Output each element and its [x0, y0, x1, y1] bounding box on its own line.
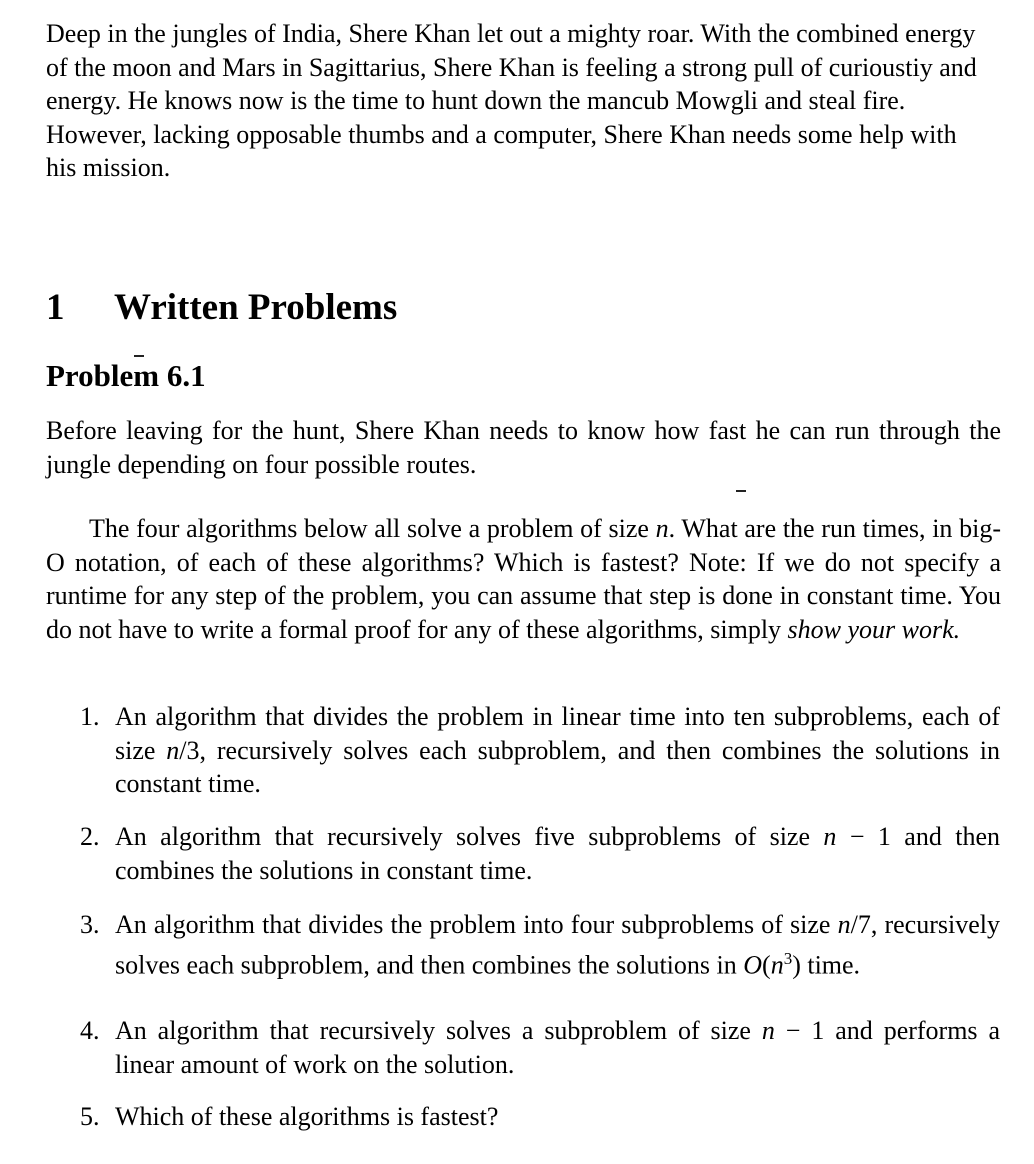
list-item-number: 3. [80, 910, 100, 939]
stray-mark [736, 490, 746, 492]
body-emphasis: show your work. [787, 614, 961, 644]
list-item-number: 4. [80, 1016, 100, 1045]
body-text: . What are the run times, in big-O notation, of each of these algorithms? Which is fastest? Note: If we do not specify a runtime for any step of the problem, you can assume that step is done in constant time. You do not have to write a formal proof for any of these algorithms, simply [46, 514, 1002, 644]
section-heading [46, 284, 397, 332]
list-item-text: An algorithm that recursively solves five subproblems of size n − 1 and then combines the solutions in constant time. [115, 822, 1000, 885]
list-item-4 [80, 1014, 1000, 1081]
section-title: Written Problems [114, 287, 398, 328]
list-item-2 [80, 820, 1000, 887]
list-item-number: 5. [80, 1102, 100, 1131]
math-variable-n: n [655, 514, 669, 543]
list-item-number: 1. [80, 702, 100, 731]
problem-intro-paragraph: Before leaving for the hunt, Shere Khan needs to know how fast he can run through the jungle depending on four possible routes. [46, 416, 1001, 479]
list-item-1 [80, 700, 1000, 801]
list-item-text: Which of these algorithms is fastest? [115, 1102, 499, 1131]
list-item-number: 2. [80, 822, 100, 851]
list-item-text: An algorithm that divides the problem in linear time into ten subproblems, each of size n/3, recursively solves each subproblem, and then combines the solutions in constant time. [115, 702, 1000, 798]
list-item-text: An algorithm that divides the problem into four subproblems of size n/7, recursively solves each subproblem, and then combines the solutions in $O(n^3)$ time. [115, 910, 1000, 980]
stray-mark [134, 355, 144, 357]
list-item-5 [80, 1100, 1000, 1134]
body-text: The four algorithms below all solve a problem of size [89, 514, 656, 543]
section-number: 1 [46, 287, 65, 328]
list-item-text: An algorithm that recursively solves a subproblem of size n − 1 and performs a linear amount of work on the solution. [115, 1016, 1000, 1079]
problem-body-paragraph [46, 512, 1001, 646]
intro-paragraph: Deep in the jungles of India, Shere Khan let out a mighty roar. With the combined energy of the moon and Mars in Sagittarius, Shere Khan is feeling a strong pull of curioustiy and energy. He knows now is the time to hunt down the mancub Mowgli and steal fire. However, lacking opposable thumbs and a computer, Shere Khan needs some help with his mission. [46, 19, 977, 182]
list-item-3 [80, 908, 1000, 982]
problem-title: Problem 6.1 [46, 358, 206, 393]
